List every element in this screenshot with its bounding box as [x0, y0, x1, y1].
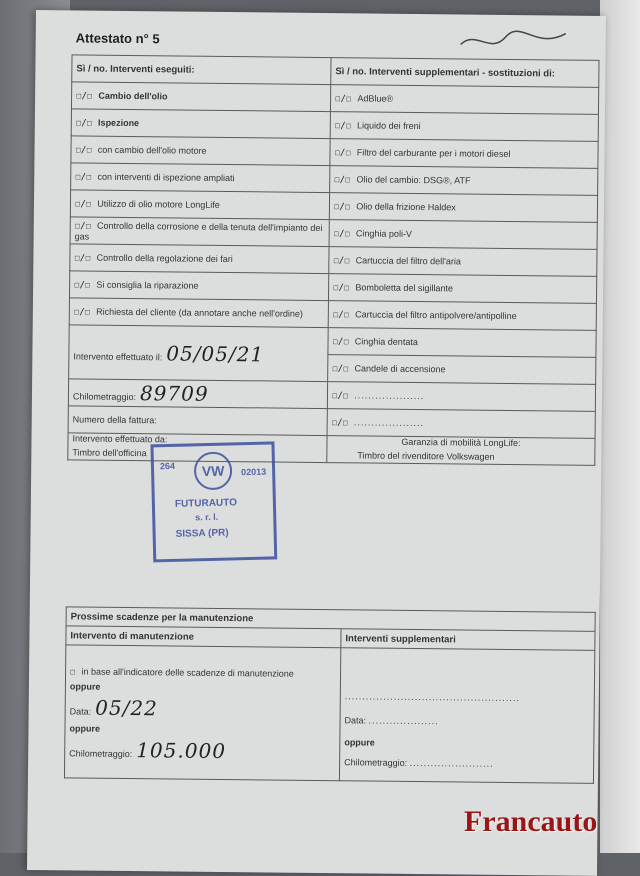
checkbox-icon: ☐/☐: [74, 198, 92, 210]
checkbox-icon: ☐/☐: [332, 336, 349, 347]
checkbox-icon: ☐/☐: [333, 228, 350, 239]
maintenance-cell: [64, 645, 340, 781]
stamp-company-type: s. r. l.: [195, 511, 219, 523]
checkbox-icon: ☐/☐: [333, 201, 351, 212]
right-item-label: Filtro del carburante per i motori diesel: [356, 146, 511, 159]
invoice-label: Numero della fattura:: [72, 414, 157, 426]
right-item-row: [327, 382, 595, 412]
right-item-label: Olio della frizione Haldex: [356, 200, 456, 212]
left-item-label: con cambio dell'olio motore: [97, 144, 207, 156]
checkbox-icon: ☐/☐: [332, 363, 349, 374]
right-header: Sì / no. Interventi supplementari - sostituzioni di:: [331, 58, 599, 88]
right-item-label: AdBlue®: [357, 92, 394, 104]
left-item-row: [70, 217, 329, 247]
maintenance-deadlines-table: [64, 606, 596, 784]
right-item-row: [327, 409, 595, 439]
stamp-company: FUTURAUTO: [174, 497, 238, 510]
right-item-label: Olio del cambio: DSG®, ATF: [356, 173, 471, 186]
left-item-label: Ispezione: [98, 117, 140, 128]
right-item-label: Candele di accensione: [354, 362, 446, 374]
longlife-label: Garanzia di mobilità LongLife:: [401, 436, 521, 449]
right-item-blank: ....................: [354, 389, 425, 401]
checkbox-icon: ☐/☐: [75, 171, 92, 183]
performed-by-label: Intervento effettuato da:: [72, 433, 168, 445]
km-label: Chilometraggio:: [72, 391, 137, 403]
checkbox-icon: ☐/☐: [75, 117, 93, 129]
right-item-row: [328, 355, 596, 385]
additional-km: [344, 757, 589, 770]
left-item-label: Controllo della corrosione e della tenuta dell'impianto dei gas: [74, 220, 323, 242]
right-item-label: Cartuccia del filtro antipolvere/antipolline: [355, 308, 517, 321]
deadlines-title: Prossime scadenze per la manutenzione: [66, 607, 595, 632]
date-handwritten: 05/05/21: [166, 340, 265, 366]
left-item-row: [71, 163, 330, 193]
dealer-stamp-cell: [327, 436, 595, 466]
checkbox-icon: ☐/☐: [76, 90, 93, 102]
right-item-label: Cartuccia del filtro dell'aria: [355, 254, 461, 266]
left-item-label: Si consiglia la riparazione: [96, 279, 199, 291]
workshop-stamp-label: Timbro dell'officina: [72, 447, 147, 459]
checkbox-icon: ☐/☐: [74, 220, 92, 232]
checkbox-icon: ☐/☐: [73, 306, 91, 318]
indicator-text: in base all'indicatore delle scadenze di manutenzione: [81, 666, 294, 679]
stamp-code-right: 02013: [240, 466, 267, 478]
next-km-label: Chilometraggio:: [69, 747, 133, 759]
workshop-stamp: [150, 441, 277, 562]
background-right-page: [600, 0, 640, 853]
checkbox-icon: ☐/☐: [333, 255, 350, 266]
next-date-label: Data:: [69, 705, 92, 717]
francauto-watermark: Francauto: [464, 805, 598, 838]
km-field: [68, 379, 327, 409]
stamp-location: SISSA (PR): [175, 527, 229, 540]
left-item-row: [71, 82, 330, 112]
oppure-label: oppure: [69, 722, 101, 734]
indicator-option: [70, 666, 336, 680]
right-item-row: [330, 139, 598, 169]
invoice-field: [68, 406, 327, 436]
additional-date: [345, 715, 590, 728]
checkbox-icon: ☐/☐: [332, 309, 350, 320]
right-item-row: [330, 85, 598, 115]
km-handwritten: 89709: [139, 381, 209, 406]
additional-date-label: Data:: [344, 715, 367, 726]
dealer-stamp-label: Timbro del rivenditore Volkswagen: [357, 450, 495, 462]
checkbox-icon: ☐/☐: [75, 144, 92, 156]
right-item-row: [329, 247, 597, 277]
stamp-code-left: 264: [159, 460, 176, 472]
checkbox-icon: ☐/☐: [334, 174, 351, 185]
oppure-label: oppure: [344, 737, 375, 748]
left-item-label: Controllo della regolazione dei fari: [96, 252, 233, 264]
next-km-field: [69, 737, 335, 764]
next-date-field: [70, 695, 336, 722]
checkbox-icon: ☐/☐: [74, 279, 91, 291]
checkbox-icon: ☐/☐: [74, 252, 91, 264]
workshop-stamp-cell: [68, 433, 327, 540]
left-item-row: [69, 271, 328, 301]
oppure-label: oppure: [69, 680, 101, 692]
next-date-handwritten: 05/22: [95, 695, 158, 720]
checkbox-icon: ☐/☐: [334, 120, 352, 131]
vw-logo-icon: VW: [194, 451, 233, 490]
right-item-row: [329, 193, 597, 223]
left-item-label: Cambio dell'olio: [98, 90, 168, 101]
additional-km-label: Chilometraggio:: [344, 757, 408, 768]
document-page: [27, 10, 606, 876]
additional-km-blank: ........................: [409, 757, 494, 769]
left-item-label: Richiesta del cliente (da annotare anche nell'ordine): [96, 306, 304, 319]
right-item-label: Cinghia poli-V: [355, 227, 413, 239]
left-item-row: [70, 190, 329, 220]
checkbox-icon: ☐/☐: [331, 390, 349, 401]
checkbox-icon: ☐/☐: [333, 282, 350, 293]
left-header: Sì / no. Interventi eseguiti:: [72, 55, 331, 85]
right-item-label: Cinghia dentata: [354, 335, 418, 347]
right-item-row: [330, 166, 598, 196]
interventions-table: [67, 54, 599, 540]
additional-date-blank: ....................: [368, 715, 439, 727]
left-item-row: [70, 244, 329, 274]
additional-cell: [339, 648, 594, 784]
additional-blank-line: ..................................................: [344, 691, 520, 704]
maintenance-col-header: Intervento di manutenzione: [66, 626, 341, 648]
right-item-label: Liquido dei freni: [357, 119, 421, 131]
right-item-row: [328, 328, 596, 358]
left-item-label: Utilizzo di olio motore LongLife: [97, 198, 220, 210]
right-item-label: Bomboletta del sigillante: [355, 281, 453, 293]
left-item-row: [71, 109, 330, 139]
right-item-row: [330, 112, 598, 142]
checkbox-icon: ☐/☐: [335, 93, 352, 104]
right-item-row: [329, 220, 597, 250]
left-item-row: [69, 298, 328, 328]
right-item-blank: ....................: [353, 416, 425, 428]
checkbox-icon: ☐/☐: [334, 147, 351, 158]
checkbox-icon: ☐: [70, 666, 76, 677]
right-item-row: [328, 274, 596, 304]
left-item-row: [71, 136, 330, 166]
right-item-row: [328, 301, 596, 331]
next-km-handwritten: 105.000: [136, 737, 227, 763]
date-field: [69, 325, 329, 382]
date-label: Intervento effettuato il:: [73, 350, 163, 362]
left-item-label: con interventi di ispezione ampliati: [97, 171, 235, 183]
checkbox-icon: ☐/☐: [331, 417, 349, 428]
additional-col-header: Interventi supplementari: [341, 629, 595, 651]
page-title: Attestato n° 5: [75, 30, 160, 47]
